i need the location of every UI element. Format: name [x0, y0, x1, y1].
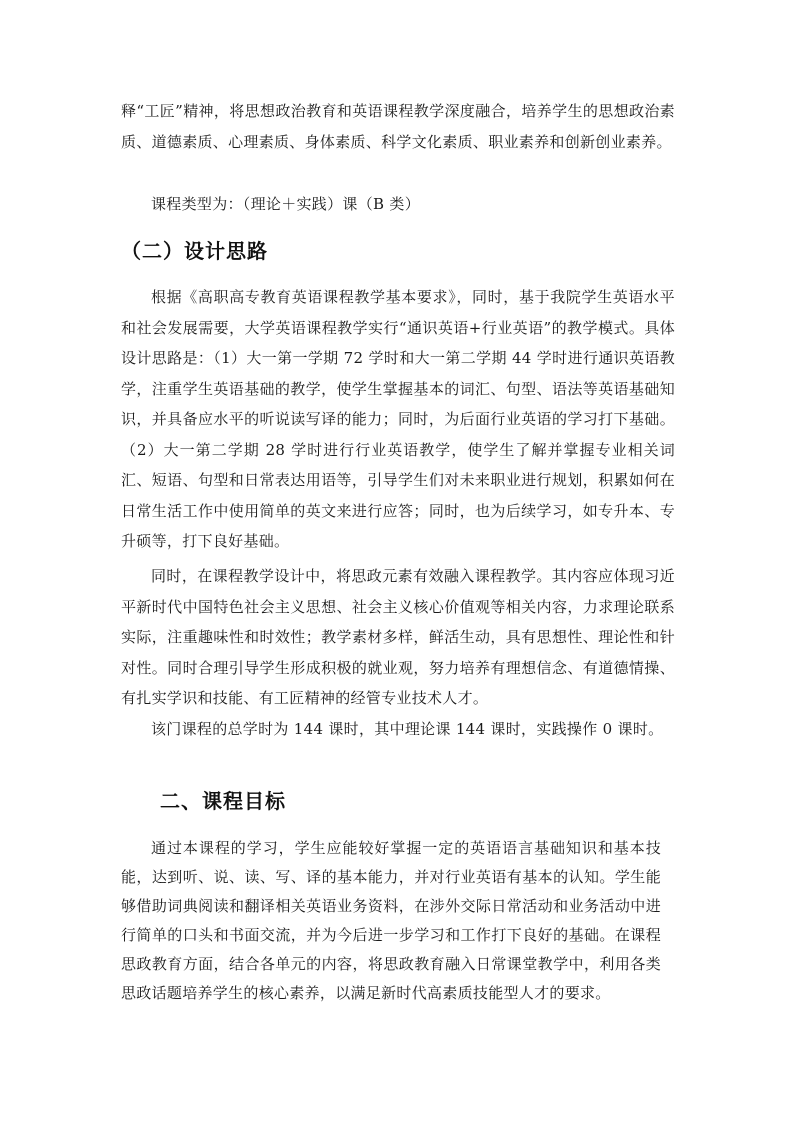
paragraph-craftsman-spirit: 释“工匠”精神，将思想政治教育和英语课程教学深度融合，培养学生的思想政治素质、道德素质、心理素质、身体素质、科学文化素质、职业素养和创新创业素养。 — [121, 102, 675, 151]
paragraph-design-idea: 根据《高职高专教育英语课程教学基本要求》，同时，基于我院学生英语水平和社会发展需要，大学英语课程教学实行“通识英语+行业英语”的教学模式。具体设计思路是：（1）大一第一学期 72 学时和大一第二学期 44 学时进行通识英语教学，注重学生英语基础的教学，使学生掌握基本的词汇、句型、语法等英语基础知识，并具备应水平的听说读写译的能力；同时，为后面行业英语的学习打下基础。（2）大一第二学期 28 学时进行行业英语教学，使学生了解并掌握专业相关词汇、短语、句型和日常表达用语等，引导学生们对未来职业进行规划，积累如何在日常生活工作中使用简单的英文来进行应答；同时，也为后续学习，如专升本、专升硕等，打下良好基础。 — [121, 288, 675, 550]
section-heading-course-objectives: 二、课程目标 — [160, 789, 286, 813]
section-heading-design-idea: （二）设计思路 — [121, 239, 268, 263]
paragraph-course-type: 课程类型为：（理论＋实践）课（B 类） — [151, 195, 420, 213]
paragraph-total-hours: 该门课程的总学时为 144 课时，其中理论课 144 课时，实践操作 0 课时。 — [151, 720, 664, 738]
paragraph-ideological-elements: 同时，在课程教学设计中，将思政元素有效融入课程教学。其内容应体现习近平新时代中国特色社会主义思想、社会主义核心价值观等相关内容，力求理论联系实际，注重趣味性和时效性；教学素材多样，鲜活生动，具有思想性、理论性和针对性。同时合理引导学生形成积极的就业观，努力培养有理想信念、有道德情操、有扎实学识和技能、有工匠精神的经管专业技术人才。 — [121, 567, 675, 707]
paragraph-course-objectives: 通过本课程的学习，学生应能较好掌握一定的英语语言基础知识和基本技能，达到听、说、读、写、译的基本能力，并对行业英语有基本的认知。学生能够借助词典阅读和翻译相关英语业务资料，在涉外交际日常活动和业务活动中进行简单的口头和书面交流，并为今后进一步学习和工作打下良好的基础。在课程思政教育方面，结合各单元的内容，将思政教育融入日常课堂教学中，利用各类思政话题培养学生的核心素养，以满足新时代高素质技能型人才的要求。 — [121, 839, 661, 1002]
